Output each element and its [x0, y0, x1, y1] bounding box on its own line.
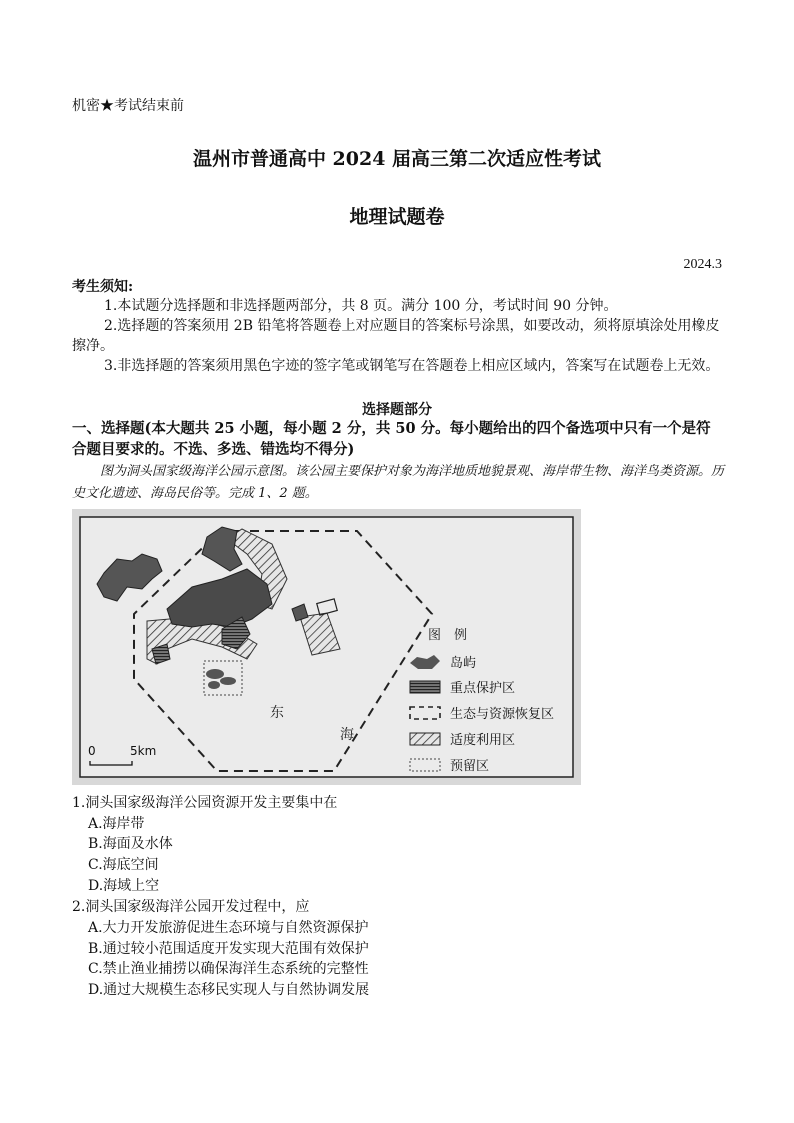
question-2-option-b: B.通过较小范围适度开发实现大范围有效保护 — [88, 941, 369, 957]
question-2-stem: 2.洞头国家级海洋公园开发过程中，应 — [72, 899, 310, 915]
question-1-option-a: A.海岸带 — [88, 816, 145, 832]
sea-label-hai: 海 — [340, 727, 354, 743]
notice-item-3: 3.非选择题的答案须用黑色字迹的签字笔或钢笔写在答题卷上相应区域内，答案写在试题卷上无效。 — [104, 358, 720, 374]
key-protection-swatch-icon — [410, 681, 440, 693]
moderate-use-swatch-icon — [410, 733, 440, 745]
section-title: 选择题部分 — [362, 402, 432, 418]
legend-title: 图 例 — [428, 628, 468, 643]
question-intro: 图为洞头国家级海洋公园示意图。该公园主要保护对象为海洋地质地貌景观、海岸带生物、海洋鸟类资源。历史文化遗迹、海岛民俗等。完成 1、2 题。 — [72, 464, 725, 501]
exam-date: 2024.3 — [683, 257, 722, 272]
exam-title: 温州市普通高中 2024 届高三第二次适应性考试 — [192, 148, 602, 170]
sea-label-dong: 东 — [270, 705, 284, 721]
exam-subtitle: 地理试题卷 — [349, 206, 445, 228]
island-small-2 — [220, 677, 236, 685]
question-2-option-a: A.大力开发旅游促进生态环境与自然资源保护 — [88, 920, 369, 936]
notice-heading: 考生须知: — [72, 279, 134, 295]
legend-label-key-protection: 重点保护区 — [450, 681, 516, 696]
scale-distance: 5km — [130, 744, 157, 758]
question-1-stem: 1.洞头国家级海洋公园资源开发主要集中在 — [72, 795, 338, 811]
confidential-label: 机密★考试结束前 — [72, 98, 184, 114]
island-small-1 — [206, 669, 224, 679]
part1-instructions: 一、选择题(本大题共 25 小题，每小题 2 分，共 50 分。每小题给出的四个备选项中只有一个是符合题目要求的。不选、多选、错选均不得分) — [72, 420, 711, 458]
question-1-option-c: C.海底空间 — [88, 857, 159, 873]
question-1-option-d: D.海域上空 — [88, 878, 160, 894]
legend-label-reserved: 预留区 — [450, 759, 490, 774]
legend-label-moderate-use: 适度利用区 — [450, 733, 516, 748]
scale-zero: 0 — [88, 744, 96, 758]
marine-park-map — [72, 509, 581, 785]
question-2-option-c: C.禁止渔业捕捞以确保海洋生态系统的完整性 — [88, 961, 369, 977]
island-small-3 — [208, 681, 220, 689]
legend-label-island: 岛屿 — [450, 656, 477, 671]
map-figure — [72, 509, 581, 785]
question-2-option-d: D.通过大规模生态移民实现人与自然协调发展 — [88, 982, 370, 998]
notice-item-2: 2.选择题的答案须用 2B 铅笔将答题卷上对应题目的答案标号涂黑，如要改动，须将原填涂处用橡皮擦净。 — [72, 318, 720, 354]
legend-label-restoration: 生态与资源恢复区 — [450, 707, 555, 722]
notice-item-1: 1.本试题分选择题和非选择题两部分，共 8 页。满分 100 分，考试时间 90 分钟。 — [104, 298, 618, 314]
question-1-option-b: B.海面及水体 — [88, 836, 173, 852]
